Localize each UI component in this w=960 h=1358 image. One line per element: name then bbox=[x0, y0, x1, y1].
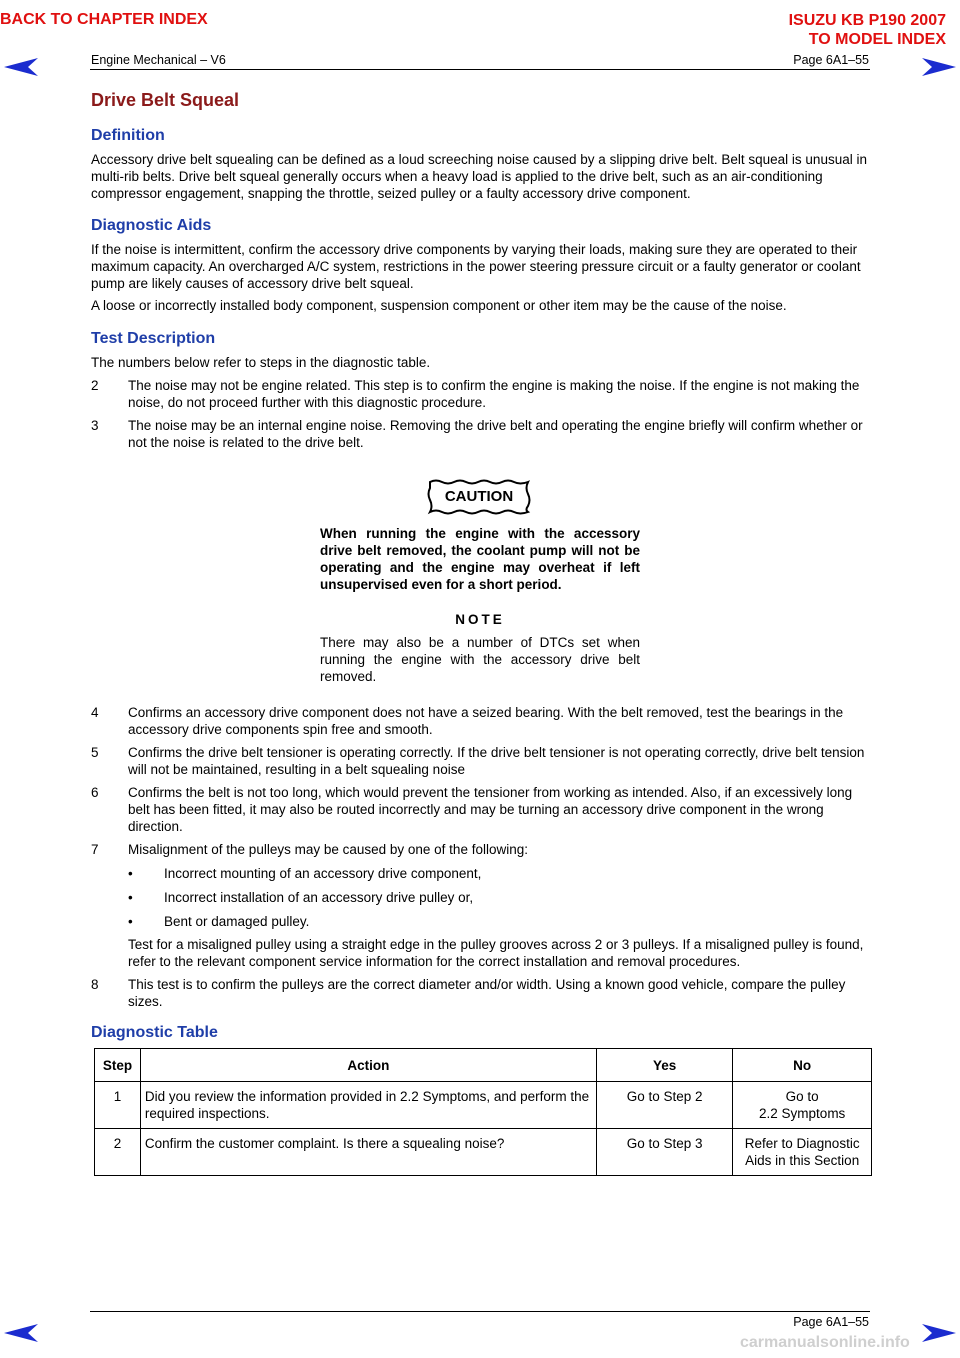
test-step-4 bbox=[91, 704, 871, 738]
header-rule bbox=[90, 69, 870, 70]
test-step-2 bbox=[91, 377, 871, 411]
bullet-text: Incorrect installation of an accessory drive pulley or, bbox=[164, 890, 474, 905]
row-no-line-1: Go to bbox=[785, 1089, 819, 1104]
row-no-line-1: Refer to Diagnostic bbox=[744, 1136, 860, 1151]
step-text: Confirms the drive belt tensioner is operating correctly. If the drive belt tensioner is not operating correctly, drive belt tension will not be maintained, resulting in a belt squealing noise bbox=[128, 745, 865, 777]
step-text: Confirms an accessory drive component does not have a seized bearing. With the belt removed, test the bearings in the accessory drive components spin free and smooth. bbox=[128, 705, 844, 737]
step-number: 6 bbox=[91, 785, 99, 800]
previous-page-arrow-icon[interactable] bbox=[4, 56, 38, 78]
running-header-left: Engine Mechanical – V6 bbox=[91, 53, 226, 67]
footer-rule bbox=[90, 1311, 870, 1312]
row-action: Confirm the customer complaint. Is there a squealing noise? bbox=[140, 1129, 596, 1176]
row-yes: Go to Step 2 bbox=[596, 1082, 732, 1129]
step-number: 5 bbox=[91, 745, 99, 760]
bullet-text: Bent or damaged pulley. bbox=[164, 914, 310, 929]
step-number: 8 bbox=[91, 977, 99, 992]
step-text: This test is to confirm the pulleys are the correct diameter and/or width. Using a known good vehicle, compare the pulley sizes. bbox=[128, 977, 846, 1009]
definition-text: Accessory drive belt squealing can be defined as a loud screeching noise caused by a slipping drive belt. Belt squeal is unusual in multi-rib belts. Drive belt squeal generally occurs when a heavy load is applied to the drive belt, such as an air-conditioning compressor engagement, snapping the throttle, seized pulley or a faulty accessory drive component. bbox=[91, 152, 867, 201]
back-to-chapter-index-link[interactable]: BACK TO CHAPTER INDEX bbox=[0, 11, 208, 28]
diagnostic-table-heading: Diagnostic Table bbox=[91, 1024, 218, 1041]
step-text: Confirms the belt is not too long, which would prevent the tensioner from working as intended. Also, if an excessively long belt has been fitted, it may also be routed incorrectly and may be turning an accessory drive component in the wrong direction. bbox=[128, 785, 853, 834]
watermark: carmanualsonline.info bbox=[740, 1334, 910, 1351]
test-step-3 bbox=[91, 417, 871, 451]
step-7-followup-text: Test for a misaligned pulley using a straight edge in the pulley grooves across 2 or 3 pulleys. If a misaligned pulley is found, refer to the relevant component service information for the correct installation and removal procedures. bbox=[128, 937, 864, 969]
header-action: Action bbox=[140, 1049, 596, 1082]
header-step: Step bbox=[95, 1049, 141, 1082]
diagnostic-table bbox=[94, 1048, 872, 1176]
note-label: NOTE bbox=[455, 612, 505, 627]
diagnostic-aids-paragraph-2: A loose or incorrectly installed body component, suspension component or other item may be the cause of the noise. bbox=[91, 298, 787, 313]
step-text: The noise may be an internal engine noise. Removing the drive belt and operating the engine briefly will confirm whether or not the noise is related to the drive belt. bbox=[128, 418, 863, 450]
bullet-dot-icon: • bbox=[128, 866, 133, 881]
row-step: 2 bbox=[95, 1129, 141, 1176]
model-line-1: ISUZU KB P190 2007 bbox=[788, 12, 946, 29]
table-row bbox=[95, 1082, 872, 1129]
caution-label: CAUTION bbox=[444, 488, 514, 505]
row-yes: Go to Step 3 bbox=[596, 1129, 732, 1176]
step-number: 2 bbox=[91, 378, 99, 393]
header-yes: Yes bbox=[596, 1049, 732, 1082]
row-step: 1 bbox=[95, 1082, 141, 1129]
bullet-item bbox=[128, 889, 868, 906]
step-number: 7 bbox=[91, 842, 99, 857]
model-line-2: TO MODEL INDEX bbox=[808, 31, 946, 48]
previous-page-arrow-bottom-icon[interactable] bbox=[4, 1322, 38, 1344]
test-description-heading: Test Description bbox=[91, 330, 216, 347]
step-7-followup bbox=[91, 936, 871, 970]
test-description-intro: The numbers below refer to steps in the diagnostic table. bbox=[91, 355, 431, 370]
step-number: 3 bbox=[91, 418, 99, 433]
bullet-item bbox=[128, 865, 868, 882]
step-number: 4 bbox=[91, 705, 99, 720]
bullet-dot-icon: • bbox=[128, 890, 133, 905]
caution-text: When running the engine with the accessory drive belt removed, the coolant pump will not be operating and the engine may overheat if left unsupervised even for a short period. bbox=[320, 526, 640, 592]
note-text: There may also be a number of DTCs set when running the engine with the accessory drive belt removed. bbox=[320, 635, 640, 684]
header-no: No bbox=[733, 1049, 872, 1082]
row-no-line-2: 2.2 Symptoms bbox=[759, 1106, 846, 1121]
row-no bbox=[733, 1082, 872, 1129]
page-title: Drive Belt Squeal bbox=[91, 90, 240, 110]
running-footer-right: Page 6A1–55 bbox=[793, 1315, 869, 1329]
test-step-7 bbox=[91, 841, 871, 858]
bullet-dot-icon: • bbox=[128, 914, 133, 929]
row-action: Did you review the information provided in 2.2 Symptoms, and perform the required inspections. bbox=[140, 1082, 596, 1129]
next-page-arrow-icon[interactable] bbox=[922, 56, 956, 78]
bullet-text: Incorrect mounting of an accessory drive component, bbox=[164, 866, 482, 881]
step-text: The noise may not be engine related. This step is to confirm the engine is making the noise. If the engine is not making the noise, do not proceed further with this diagnostic procedure. bbox=[128, 378, 860, 410]
table-header-row bbox=[95, 1049, 872, 1082]
table-row bbox=[95, 1129, 872, 1176]
test-step-5 bbox=[91, 744, 871, 778]
definition-heading: Definition bbox=[91, 127, 165, 144]
row-no bbox=[733, 1129, 872, 1176]
test-step-6 bbox=[91, 784, 871, 835]
running-header-right: Page 6A1–55 bbox=[793, 53, 869, 67]
diagnostic-aids-paragraph-1: If the noise is intermittent, confirm the accessory drive components by varying their loads, making sure they are operated to their maximum capacity. An overcharged A/C system, restrictions in the power steering pressure circuit or a faulty generator or coolant pump are likely causes of accessory drive belt squeal. bbox=[91, 242, 861, 291]
step-text: Misalignment of the pulleys may be caused by one of the following: bbox=[128, 842, 528, 857]
bullet-item bbox=[128, 913, 868, 930]
diagnostic-aids-heading: Diagnostic Aids bbox=[91, 217, 212, 234]
row-no-line-2: Aids in this Section bbox=[745, 1153, 860, 1168]
caution-badge bbox=[427, 479, 531, 515]
test-step-8 bbox=[91, 976, 871, 1010]
model-index-link[interactable] bbox=[789, 11, 946, 49]
next-page-arrow-bottom-icon[interactable] bbox=[922, 1322, 956, 1344]
